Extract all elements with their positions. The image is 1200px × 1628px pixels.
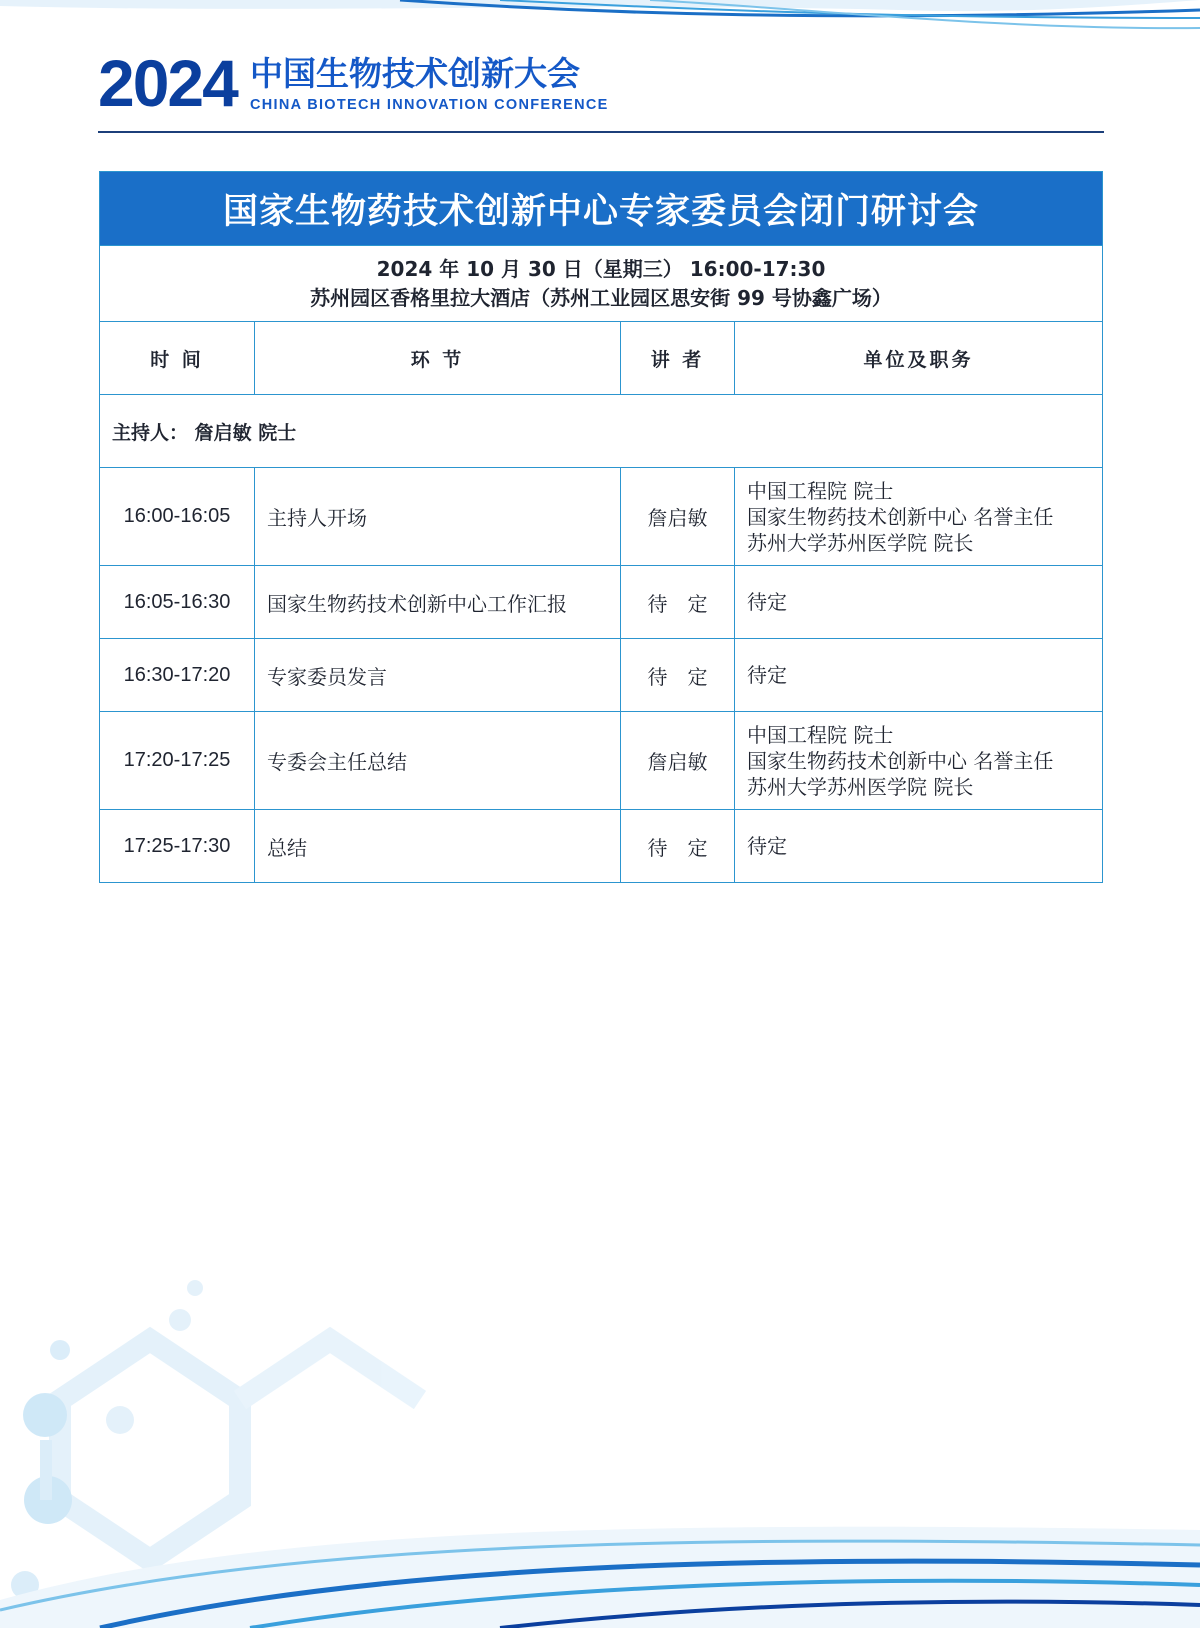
- row-org: [735, 712, 1103, 810]
- header-org: 单位及职务: [735, 322, 1103, 395]
- row-session: 专委会主任总结: [255, 712, 621, 810]
- header-row: [100, 322, 1103, 395]
- host-label: 主持人：: [112, 421, 189, 444]
- header-session: 环 节: [255, 322, 621, 395]
- header-divider: [98, 131, 1104, 133]
- host-cell: [100, 395, 1103, 468]
- row-time: 16:05-16:30: [100, 566, 255, 639]
- conference-logo: [98, 48, 718, 118]
- row-speaker: 待 定: [621, 566, 735, 639]
- table-row: [100, 712, 1103, 810]
- table-row: [100, 810, 1103, 883]
- event-info: [100, 246, 1103, 322]
- row-org: [735, 810, 1103, 883]
- host-name: 詹启敏 院士: [194, 421, 297, 444]
- row-speaker: 待 定: [621, 639, 735, 712]
- org-line: 待定: [747, 663, 787, 687]
- org-line: 苏州大学苏州医学院 院长: [747, 530, 974, 555]
- event-date-time: 2024 年 10 月 30 日（星期三） 16:00-17:30: [376, 256, 826, 281]
- logo-title-cn: 中国生物技术创新大会: [250, 54, 580, 93]
- row-time: 17:25-17:30: [100, 810, 255, 883]
- row-session: 专家委员发言: [255, 639, 621, 712]
- bottom-molecule-decoration: [0, 1280, 1200, 1628]
- event-venue: 苏州园区香格里拉大酒店（苏州工业园区思安街 99 号协鑫广场）: [310, 285, 892, 310]
- logo-title-en: CHINA BIOTECH INNOVATION CONFERENCE: [250, 97, 609, 113]
- host-row: [100, 395, 1103, 468]
- row-speaker: 詹启敏: [621, 468, 735, 566]
- org-line: 国家生物药技术创新中心 名誉主任: [747, 504, 1054, 529]
- row-org: [735, 468, 1103, 566]
- row-org: [735, 639, 1103, 712]
- org-line: 中国工程院 院士: [747, 722, 894, 747]
- table-row: [100, 639, 1103, 712]
- row-session: 主持人开场: [255, 468, 621, 566]
- org-line: 待定: [747, 590, 787, 614]
- title-row: [100, 172, 1103, 246]
- row-speaker: 待 定: [621, 810, 735, 883]
- row-org: [735, 566, 1103, 639]
- info-row: [100, 246, 1103, 322]
- row-session: 国家生物药技术创新中心工作汇报: [255, 566, 621, 639]
- org-line: 待定: [747, 834, 787, 858]
- table-row: [100, 468, 1103, 566]
- row-session: 总结: [255, 810, 621, 883]
- top-wave-decoration: [0, 0, 1200, 40]
- org-line: 中国工程院 院士: [747, 478, 894, 503]
- event-title: 国家生物药技术创新中心专家委员会闭门研讨会: [100, 172, 1103, 246]
- row-time: 16:30-17:20: [100, 639, 255, 712]
- agenda-table: [99, 171, 1103, 883]
- header-time: 时 间: [100, 322, 255, 395]
- row-time: 17:20-17:25: [100, 712, 255, 810]
- row-speaker: 詹启敏: [621, 712, 735, 810]
- org-line: 国家生物药技术创新中心 名誉主任: [747, 748, 1054, 773]
- org-line: 苏州大学苏州医学院 院长: [747, 774, 974, 799]
- header-speaker: 讲 者: [621, 322, 735, 395]
- table-row: [100, 566, 1103, 639]
- row-time: 16:00-16:05: [100, 468, 255, 566]
- logo-year: 2024: [98, 46, 237, 120]
